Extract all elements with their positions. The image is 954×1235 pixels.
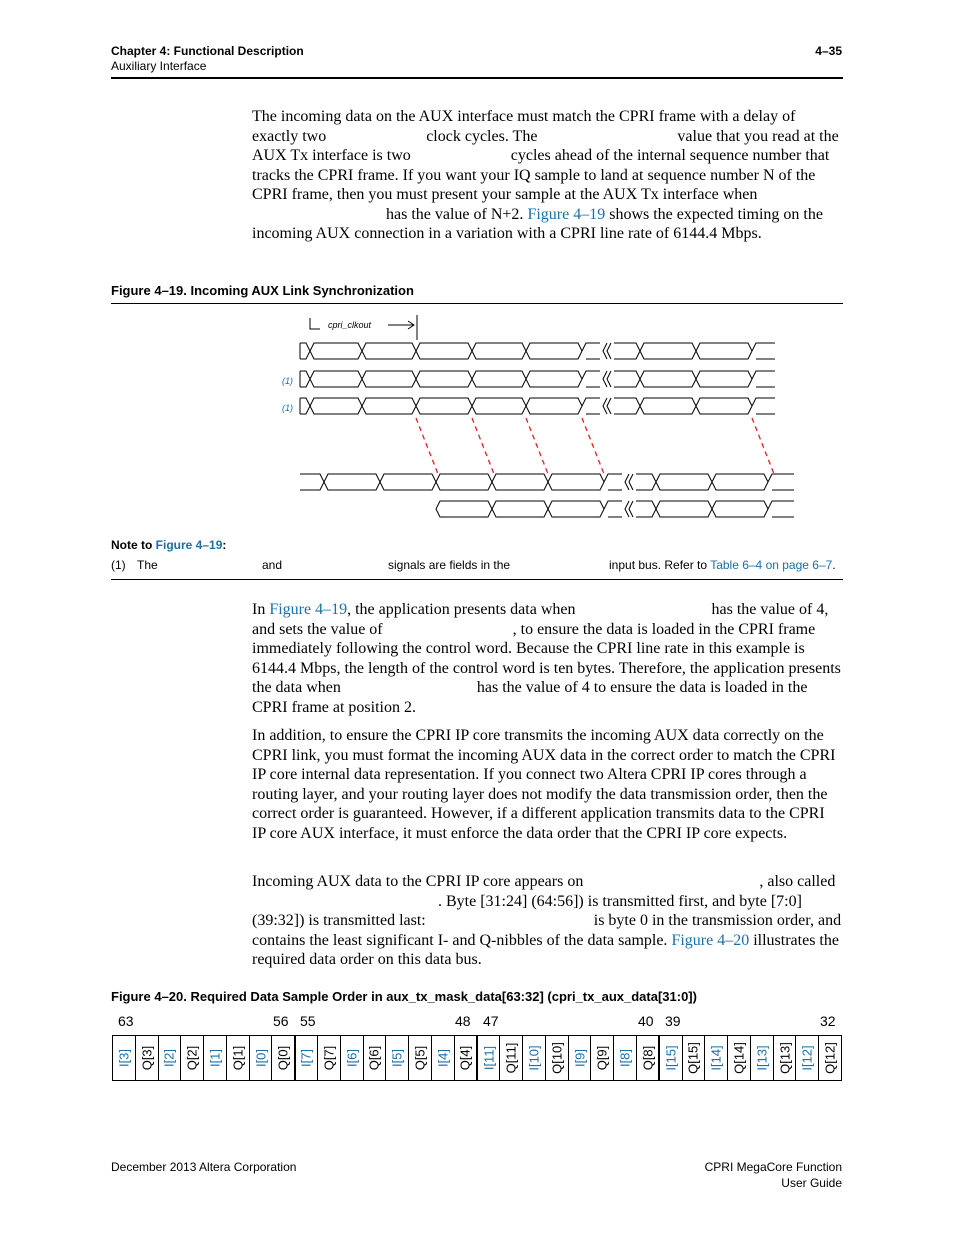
timing-diagram: [270, 310, 810, 525]
data-order-table: [112, 1035, 842, 1081]
data-order-cell-label: Q[13]: [777, 1042, 793, 1074]
data-order-cell: [181, 1036, 204, 1081]
data-order-cell: [636, 1036, 659, 1081]
data-order-cell-label: Q[6]: [366, 1045, 382, 1071]
data-order-cell: [249, 1036, 272, 1081]
data-order-cell-label[interactable]: I[1]: [207, 1048, 223, 1068]
data-order-cell: [113, 1036, 136, 1081]
data-order-cell-label[interactable]: I[15]: [663, 1045, 679, 1071]
figure-4-19-link-2[interactable]: Figure 4–19: [269, 601, 348, 618]
data-order-cell: [318, 1036, 341, 1081]
bit-label: 32: [820, 1013, 836, 1029]
data-order-cell: [728, 1036, 751, 1081]
figure-4-19-top-rule: [111, 303, 843, 304]
bit-label: 48: [455, 1013, 471, 1029]
footer-product: CPRI MegaCore Function: [704, 1160, 842, 1174]
data-order-cell-label[interactable]: I[5]: [389, 1048, 405, 1068]
data-order-cell-label[interactable]: I[12]: [799, 1045, 815, 1071]
data-order-cell: [158, 1036, 181, 1081]
bit-label: 40: [638, 1013, 654, 1029]
data-order-cell-label: Q[9]: [594, 1045, 610, 1071]
bit-position-labels: [111, 1013, 843, 1031]
data-order-cell: [226, 1036, 249, 1081]
data-order-cell-label: Q[0]: [275, 1045, 291, 1071]
data-order-cell: [523, 1036, 546, 1081]
data-order-cell-label[interactable]: I[14]: [708, 1045, 724, 1071]
paragraph-data-order: In addition, to ensure the CPRI IP core transmits the incoming AUX data correctly on the CPRI link, you must format the incoming AUX data in the correct order to match the CPRI IP core internal data representation. If you connect two Altera CPRI IP cores through a routing layer, and your routing layer does not modify the data transmission order, then the correct order is guaranteed. However, if a different application transmits data to the CPRI IP core AUX interface, it must enforce the data order that the CPRI IP core expects.: [252, 727, 836, 842]
clock-label: cpri_clkout: [328, 320, 372, 330]
data-order-cell-label[interactable]: I[6]: [344, 1048, 360, 1068]
data-order-cell: [819, 1036, 842, 1081]
paragraph-incoming-aux: Incoming AUX data to the CPRI IP core appears on , also called . Byte [31:24] (64:56]) is transmitted first, and byte [7:0] (39:32]) is transmitted last: is byte 0 in the transmission order, and contains the least significant I- and Q-nibbles of the data sample. Figure 4–20 illustrates the required data order on this data bus.: [252, 873, 842, 968]
data-order-cell: [409, 1036, 432, 1081]
header-divider: [111, 77, 843, 79]
data-order-cell-label: Q[4]: [457, 1045, 473, 1071]
data-order-cell: [386, 1036, 409, 1081]
bit-label: 55: [300, 1013, 316, 1029]
bit-label: 39: [665, 1013, 681, 1029]
data-order-cell: [431, 1036, 454, 1081]
note-marker-row-3: (1): [282, 403, 293, 413]
data-order-cell-label[interactable]: I[10]: [526, 1045, 542, 1071]
data-order-cell: [659, 1036, 682, 1081]
data-order-cell-label[interactable]: I[0]: [253, 1048, 269, 1068]
data-order-cell: [773, 1036, 796, 1081]
chapter-title: Chapter 4: Functional Description: [111, 44, 304, 58]
bus-row-3: [300, 398, 775, 414]
data-order-cell-label[interactable]: I[4]: [435, 1048, 451, 1068]
data-order-cell-label: Q[15]: [685, 1042, 701, 1074]
data-order-cell: [454, 1036, 477, 1081]
bit-label: 47: [483, 1013, 499, 1029]
bus-row-1: [300, 343, 775, 359]
data-order-cell-label: Q[14]: [731, 1042, 747, 1074]
page-number: 4–35: [815, 44, 842, 58]
data-order-cell-label: Q[11]: [503, 1042, 519, 1074]
data-order-cell: [204, 1036, 227, 1081]
figure-4-20-caption: Figure 4–20. Required Data Sample Order in aux_tx_mask_data[63:32] (cpri_tx_aux_data[31:0]): [111, 989, 697, 1004]
section-title: Auxiliary Interface: [111, 59, 207, 73]
data-order-cell-label[interactable]: I[13]: [754, 1045, 770, 1071]
data-order-cell: [545, 1036, 568, 1081]
data-order-cell-label[interactable]: I[3]: [116, 1048, 132, 1068]
bit-label: 63: [118, 1013, 134, 1029]
data-order-cell: [796, 1036, 819, 1081]
note-figure-link[interactable]: Figure 4–19: [155, 538, 223, 552]
data-order-cell-label: Q[8]: [640, 1045, 656, 1071]
data-order-cell: [295, 1036, 318, 1081]
note-marker-row-2: (1): [282, 376, 293, 386]
data-order-cell-label: Q[3]: [139, 1045, 155, 1071]
data-order-cell: [477, 1036, 500, 1081]
data-order-cell-label: Q[12]: [822, 1042, 838, 1074]
bus-row-4: [300, 474, 794, 490]
data-order-cell-label[interactable]: I[8]: [617, 1048, 633, 1068]
data-order-cell: [500, 1036, 523, 1081]
data-order-cell: [614, 1036, 637, 1081]
paragraph-application-presents: In Figure 4–19, the application presents data when has the value of 4, and sets the value of , to ensure the data is loaded in the CPRI frame immediately following the control word. Because the CPRI line rate in this example is 6144.4 Mbps, the length of the control word is ten bytes. Therefore, the application presents the data when has the value of 4 to ensure the data is loaded in the CPRI frame at position 2.: [252, 601, 841, 716]
data-order-cell-label: Q[1]: [230, 1045, 246, 1071]
footer-date-company: December 2013 Altera Corporation: [111, 1160, 297, 1174]
paragraph-aux-delay: The incoming data on the AUX interface must match the CPRI frame with a delay of exactly two clock cycles. The value that you read at the AUX Tx interface is two cycles ahead of the internal sequence number that tracks the CPRI frame. If you want your IQ sample to land at sequence number N of the CPRI frame, then you must present your sample at the AUX Tx interface when has the value of N+2. Figure 4–19 shows the expected timing on the incoming AUX connection in a variation with a CPRI line rate of 6144.4 Mbps.: [252, 108, 839, 242]
data-order-cell: [705, 1036, 728, 1081]
table-6-4-link[interactable]: Table 6–4 on page 6–7: [710, 558, 833, 572]
data-order-cell: [591, 1036, 614, 1081]
data-order-cell-label: Q[10]: [549, 1042, 565, 1074]
figure-note-title: Note to Figure 4–19:: [111, 538, 227, 552]
data-order-cell-label: Q[7]: [321, 1045, 337, 1071]
data-order-cell: [272, 1036, 295, 1081]
data-order-cell: [363, 1036, 386, 1081]
bit-label: 56: [273, 1013, 289, 1029]
data-order-cell-label[interactable]: I[2]: [161, 1048, 177, 1068]
data-order-cell: [135, 1036, 158, 1081]
data-order-cell-label[interactable]: I[9]: [572, 1048, 588, 1068]
figure-4-19-bottom-rule: [111, 579, 843, 580]
figure-4-19-caption: Figure 4–19. Incoming AUX Link Synchronization: [111, 283, 414, 298]
data-order-cell: [750, 1036, 773, 1081]
data-order-cell: [568, 1036, 591, 1081]
bus-row-5: [436, 501, 794, 517]
data-order-cell: [682, 1036, 705, 1081]
footer-doc-type: User Guide: [781, 1176, 842, 1190]
bus-row-2: [300, 371, 775, 387]
alignment-dashed-lines: [416, 418, 774, 474]
data-order-cell-label: Q[2]: [184, 1045, 200, 1071]
data-order-cell: [340, 1036, 363, 1081]
data-order-cell-label[interactable]: I[7]: [298, 1048, 314, 1068]
data-order-cell-label[interactable]: I[11]: [481, 1045, 497, 1071]
clock-bracket: [310, 318, 320, 329]
figure-4-20-link[interactable]: Figure 4–20: [671, 931, 750, 949]
data-order-cell-label: Q[5]: [412, 1045, 428, 1071]
figure-4-19-link[interactable]: Figure 4–19: [527, 205, 606, 223]
